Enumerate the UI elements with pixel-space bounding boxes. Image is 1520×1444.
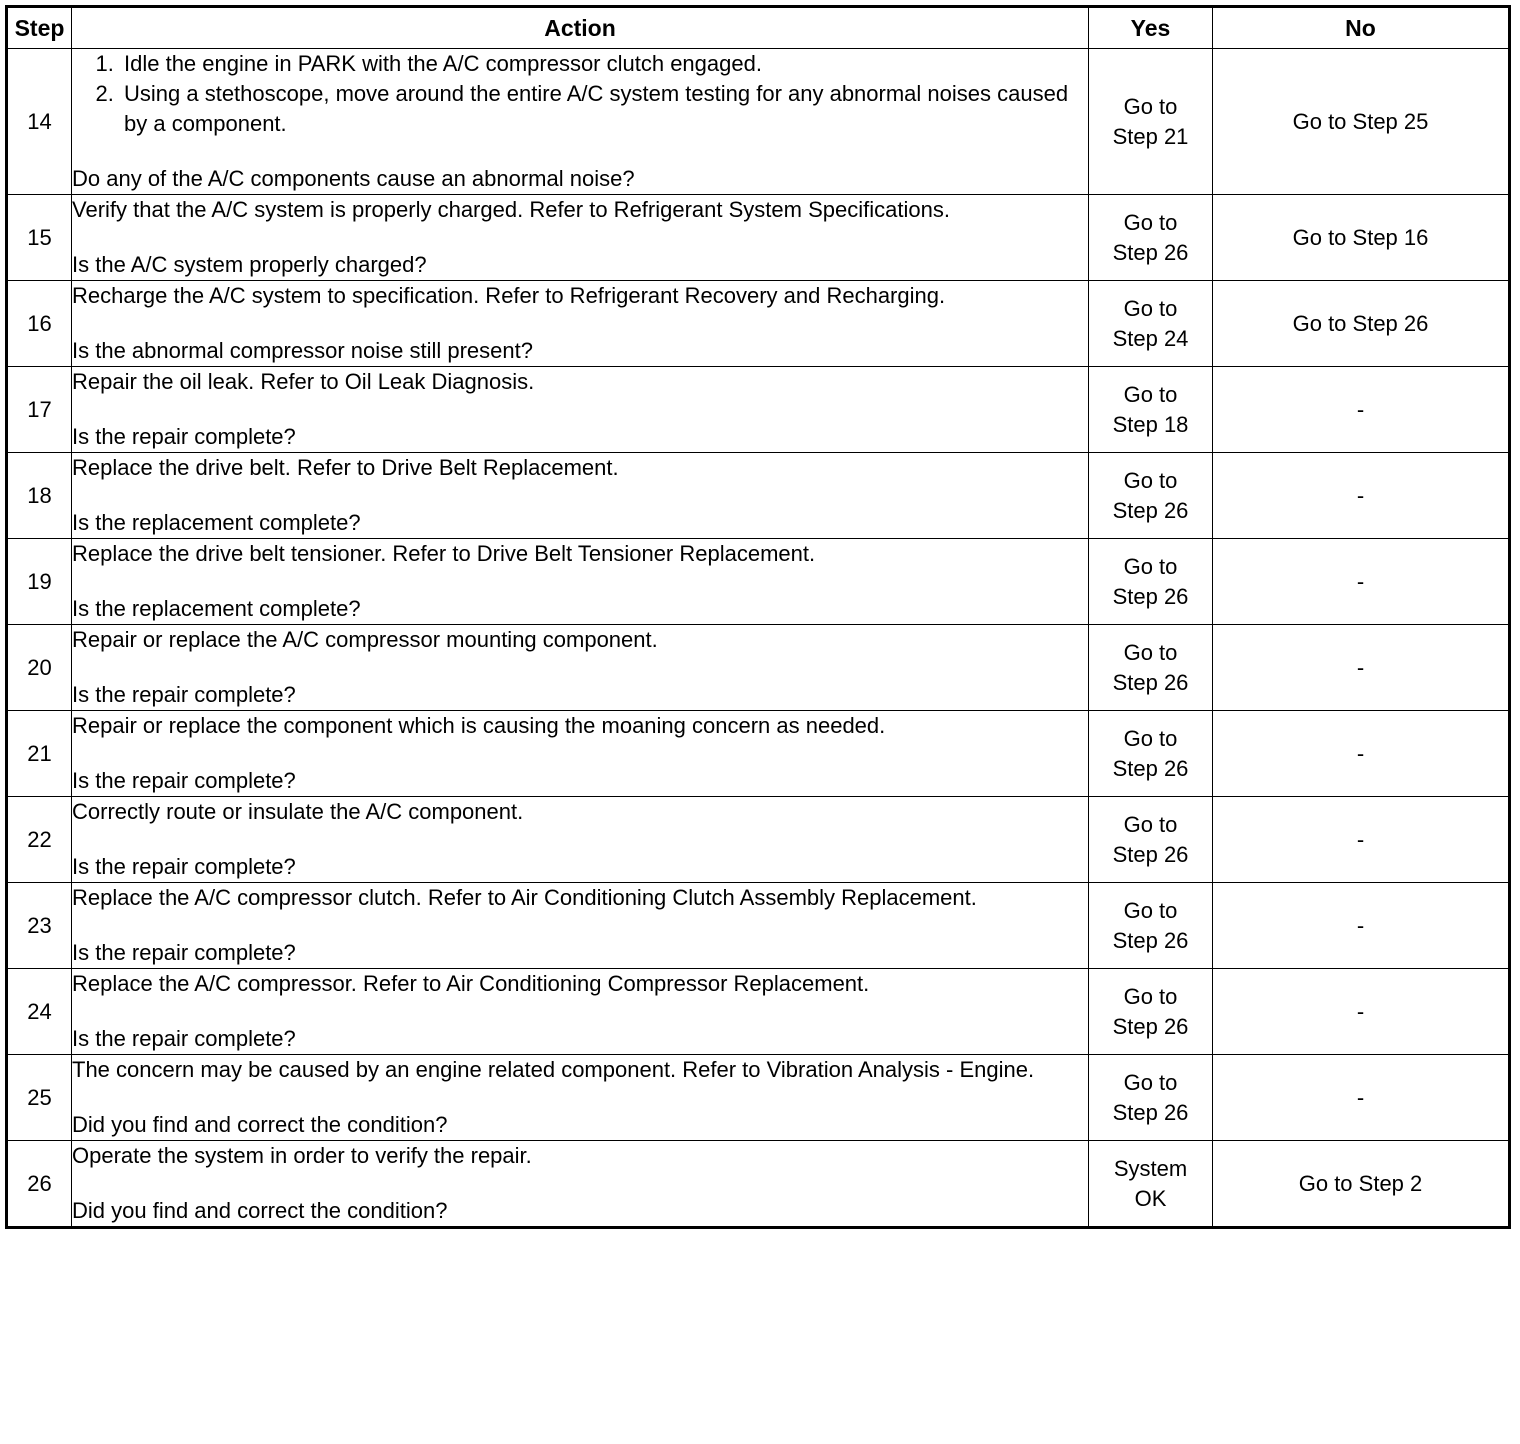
action-question: Is the replacement complete? — [72, 510, 361, 535]
list-item: 2. Using a stethoscope, move around the entire A/C system testing for any abnormal noises caused by a component. — [120, 79, 1088, 139]
table-row — [7, 797, 1510, 883]
table-row — [7, 453, 1510, 539]
header-no: No — [1213, 7, 1510, 49]
action-instruction: Repair the oil leak. Refer to Oil Leak Diagnosis. — [72, 369, 535, 394]
yes-cell — [1089, 281, 1213, 367]
action-instruction: Correctly route or insulate the A/C component. — [72, 799, 524, 824]
header-row — [7, 7, 1510, 49]
table-row — [7, 539, 1510, 625]
table-row — [7, 711, 1510, 797]
action-instruction: Replace the A/C compressor clutch. Refer to Air Conditioning Clutch Assembly Replacement. — [72, 885, 977, 910]
step-number: 19 — [7, 539, 72, 625]
action-cell — [72, 1141, 1089, 1228]
no-cell: Go to Step 25 — [1213, 49, 1510, 195]
action-cell — [72, 49, 1089, 195]
yes-line: Go to — [1123, 381, 1178, 407]
yes-cell — [1089, 969, 1213, 1055]
table-row — [7, 969, 1510, 1055]
step-number: 18 — [7, 453, 72, 539]
no-cell: - — [1213, 1055, 1510, 1141]
step-number: 25 — [7, 1055, 72, 1141]
table-row — [7, 625, 1510, 711]
header-action: Action — [72, 7, 1089, 49]
yes-line: Go to — [1123, 897, 1178, 923]
action-cell — [72, 969, 1089, 1055]
action-cell — [72, 1055, 1089, 1141]
yes-line: Step 26 — [1112, 755, 1189, 781]
action-cell — [72, 367, 1089, 453]
action-question: Is the repair complete? — [72, 424, 296, 449]
table-row — [7, 1055, 1510, 1141]
no-cell: Go to Step 2 — [1213, 1141, 1510, 1228]
action-question: Is the repair complete? — [72, 940, 296, 965]
action-cell — [72, 883, 1089, 969]
yes-line: Step 26 — [1112, 669, 1189, 695]
action-question: Is the repair complete? — [72, 1026, 296, 1051]
yes-line: Step 24 — [1112, 325, 1189, 351]
yes-line: Go to — [1123, 639, 1178, 665]
step-number: 20 — [7, 625, 72, 711]
yes-line: Step 21 — [1112, 123, 1189, 149]
list-item: 1. Idle the engine in PARK with the A/C compressor clutch engaged. — [120, 49, 1088, 79]
table-row — [7, 281, 1510, 367]
yes-cell — [1089, 883, 1213, 969]
yes-cell — [1089, 453, 1213, 539]
action-question: Is the abnormal compressor noise still present? — [72, 338, 533, 363]
table-row — [7, 367, 1510, 453]
yes-line: Go to — [1123, 1069, 1178, 1095]
yes-cell — [1089, 367, 1213, 453]
yes-line: Go to — [1123, 553, 1178, 579]
yes-line: Go to — [1123, 811, 1178, 837]
action-instruction: Replace the drive belt. Refer to Drive Belt Replacement. — [72, 455, 619, 480]
yes-line: Step 26 — [1112, 1099, 1189, 1125]
step-number: 16 — [7, 281, 72, 367]
yes-line: Step 26 — [1112, 239, 1189, 265]
action-cell — [72, 281, 1089, 367]
table-row — [7, 49, 1510, 195]
yes-cell — [1089, 1055, 1213, 1141]
step-number: 26 — [7, 1141, 72, 1228]
no-cell: Go to Step 16 — [1213, 195, 1510, 281]
action-cell — [72, 797, 1089, 883]
step-number: 15 — [7, 195, 72, 281]
yes-cell — [1089, 195, 1213, 281]
step-number: 23 — [7, 883, 72, 969]
yes-line: Go to — [1123, 983, 1178, 1009]
yes-line: Go to — [1123, 725, 1178, 751]
header-yes: Yes — [1089, 7, 1213, 49]
yes-cell — [1089, 625, 1213, 711]
action-cell — [72, 625, 1089, 711]
yes-line: System — [1113, 1155, 1188, 1181]
yes-cell — [1089, 1141, 1213, 1228]
yes-line: Step 18 — [1112, 411, 1189, 437]
action-cell — [72, 453, 1089, 539]
no-cell: - — [1213, 367, 1510, 453]
no-cell: - — [1213, 625, 1510, 711]
step-number: 21 — [7, 711, 72, 797]
yes-line: Step 26 — [1112, 841, 1189, 867]
yes-line: Go to — [1123, 93, 1178, 119]
yes-line: Step 26 — [1112, 583, 1189, 609]
action-instruction: Replace the drive belt tensioner. Refer to Drive Belt Tensioner Replacement. — [72, 541, 816, 566]
no-cell: - — [1213, 711, 1510, 797]
action-instruction: Repair or replace the A/C compressor mounting component. — [72, 627, 658, 652]
yes-line: Step 26 — [1112, 927, 1189, 953]
step-number: 22 — [7, 797, 72, 883]
action-cell — [72, 195, 1089, 281]
action-question: Did you find and correct the condition? — [72, 1112, 448, 1137]
diagnostic-table — [5, 5, 1511, 1229]
yes-cell — [1089, 539, 1213, 625]
action-instruction: Recharge the A/C system to specification. Refer to Refrigerant Recovery and Recharging. — [72, 283, 946, 308]
no-cell: - — [1213, 539, 1510, 625]
table-row — [7, 195, 1510, 281]
action-instruction: Replace the A/C compressor. Refer to Air Conditioning Compressor Replacement. — [72, 971, 870, 996]
action-question: Is the A/C system properly charged? — [72, 252, 427, 277]
no-cell: - — [1213, 883, 1510, 969]
action-question: Did you find and correct the condition? — [72, 1198, 448, 1223]
action-question: Is the replacement complete? — [72, 596, 361, 621]
action-question: Is the repair complete? — [72, 768, 296, 793]
no-cell: - — [1213, 797, 1510, 883]
action-instruction: The concern may be caused by an engine related component. Refer to Vibration Analysis - Engine. — [72, 1057, 1035, 1082]
table-row — [7, 883, 1510, 969]
no-cell: - — [1213, 453, 1510, 539]
table-row — [7, 1141, 1510, 1228]
yes-line: Go to — [1123, 467, 1178, 493]
yes-cell — [1089, 797, 1213, 883]
action-cell — [72, 539, 1089, 625]
action-instruction: Operate the system in order to verify the repair. — [72, 1143, 532, 1168]
action-question: Is the repair complete? — [72, 682, 296, 707]
action-instruction: Repair or replace the component which is causing the moaning concern as needed. — [72, 713, 886, 738]
no-cell: Go to Step 26 — [1213, 281, 1510, 367]
step-number: 17 — [7, 367, 72, 453]
action-steps-list — [72, 49, 1088, 139]
step-number: 14 — [7, 49, 72, 195]
step-number: 24 — [7, 969, 72, 1055]
yes-line: Step 26 — [1112, 497, 1189, 523]
yes-cell — [1089, 711, 1213, 797]
header-step: Step — [7, 7, 72, 49]
yes-line: Go to — [1123, 209, 1178, 235]
yes-line: OK — [1134, 1185, 1167, 1211]
yes-line: Step 26 — [1112, 1013, 1189, 1039]
action-question: Do any of the A/C components cause an abnormal noise? — [72, 166, 635, 191]
action-cell — [72, 711, 1089, 797]
yes-cell — [1089, 49, 1213, 195]
yes-line: Go to — [1123, 295, 1178, 321]
no-cell: - — [1213, 969, 1510, 1055]
action-instruction: Verify that the A/C system is properly charged. Refer to Refrigerant System Specifications. — [72, 197, 950, 222]
action-question: Is the repair complete? — [72, 854, 296, 879]
